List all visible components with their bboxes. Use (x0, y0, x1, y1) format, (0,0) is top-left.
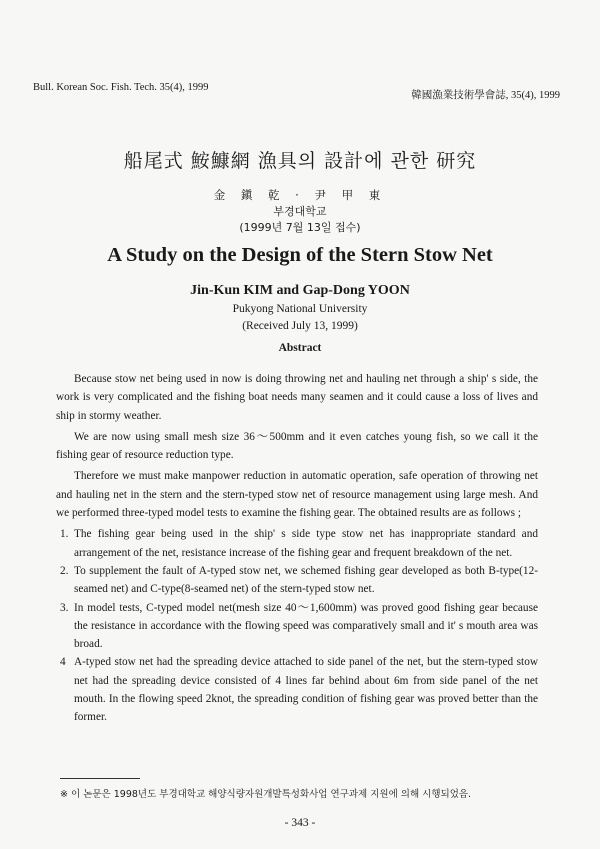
korean-title: 船尾式 鮟鱇網 漁具의 設計에 관한 研究 (123, 150, 477, 172)
abstract-paragraph: Because stow net being used in now is doing throwing net and hauling net through a ship' s side, the work is very complicated and the fishing boat needs many seamen and it could cause a loss of lives and ship in stormy weather. (56, 373, 538, 422)
list-item-number: 3. (60, 601, 69, 614)
list-item-number: 4 (60, 656, 66, 669)
list-item-text: A-typed stow net had the spreading device attached to side panel of the net, but the stern-typed stow net had the spreading device consisted of 4 lines far behind about 6m from side panel of the net mouth. In the flowing speed 2knot, the spreading condition of fishing gear was proved better than the former. (74, 656, 538, 724)
list-item (56, 525, 538, 562)
english-title: A Study on the Design of the Stern Stow Net (107, 244, 493, 266)
english-received-date: (Received July 13, 1999) (242, 320, 358, 332)
list-item-number: 1. (60, 528, 69, 541)
korean-authors: 金 鎭 乾 · 尹 甲 東 (213, 188, 387, 202)
list-item-number: 2. (60, 564, 69, 577)
list-item (56, 562, 538, 599)
abstract-paragraph: Therefore we must make manpower reduction in automatic operation, safe operation of throwing net and hauling net in the stern and the stern-typed stow net of resource management using large mesh. And we performed three-typed model tests to examine the fishing gear. The obtained results are as follows ; (56, 470, 538, 520)
list-item-text: To supplement the fault of A-typed stow net, we schemed fishing gear developed as both B-type(12-seamed net) and C-type(8-seamed net) of the stern-typed stow net. (74, 564, 538, 596)
journal-citation-left: Bull. Korean Soc. Fish. Tech. 35(4), 1999 (33, 82, 209, 93)
list-item-text: The fishing gear being used in the ship' s side type stow net has inappropriate standard and arrangement of the net, resistance increase of the fishing gear and frequent breakdown of the net. (74, 528, 538, 559)
abstract-body (56, 370, 538, 727)
abstract-heading: Abstract (278, 342, 322, 354)
english-affiliation: Pukyong National University (232, 303, 368, 315)
footnote-divider (60, 778, 140, 779)
korean-received-date: (1999년 7월 13일 접수) (239, 221, 361, 234)
list-item (56, 653, 538, 726)
english-authors: Jin-Kun KIM and Gap-Dong YOON (190, 283, 410, 298)
abstract-paragraph: We are now using small mesh size 36～500mm and it even catches young fish, so we call it the fishing gear of resource reduction type. (56, 430, 538, 462)
page-number: - 343 - (284, 817, 316, 829)
korean-affiliation: 부경대학교 (273, 205, 327, 218)
journal-citation-right: 韓國漁業技術學會誌, 35(4), 1999 (411, 90, 560, 101)
list-item-text: In model tests, C-typed model net(mesh size 40～1,600mm) was proved good fishing gear because the resistance in accordance with the flowing speed was comparatively small and it' s mouth area was broad. (74, 601, 538, 651)
list-item (56, 599, 538, 654)
footnote: ※ 이 논문은 1998년도 부경대학교 해양식량자원개발특성화사업 연구과제 지원에 의해 시행되었음. (60, 789, 472, 800)
results-list (56, 525, 538, 726)
